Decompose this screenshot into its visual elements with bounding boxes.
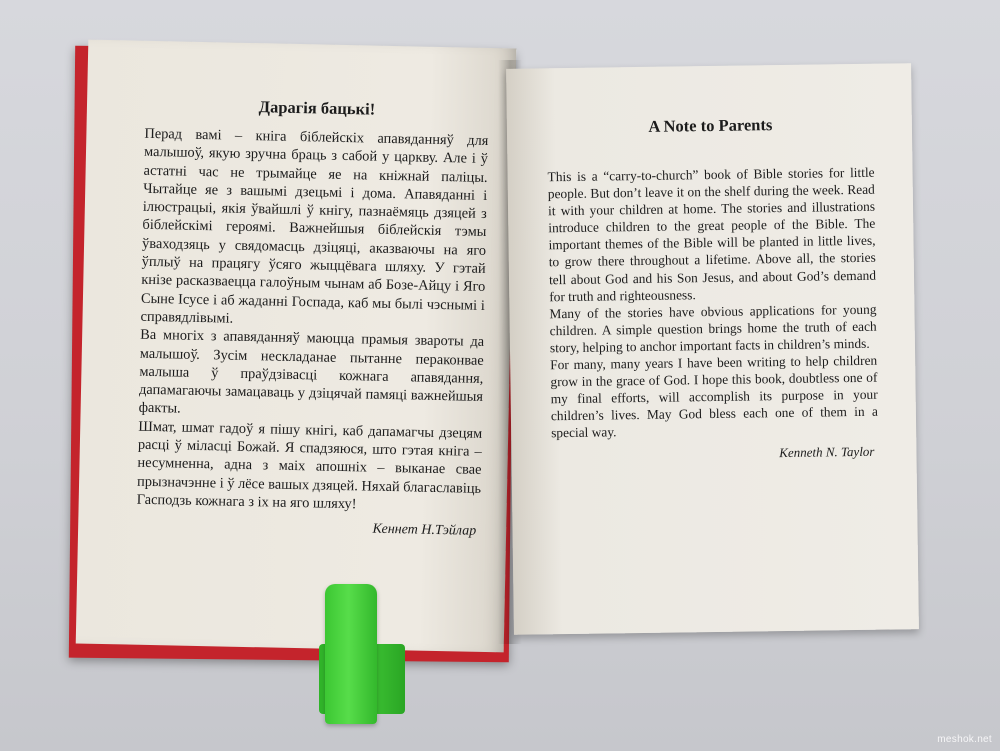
right-page-signature: Kenneth N. Taylor (779, 443, 875, 460)
right-page (506, 63, 919, 635)
left-page-signature: Кеннет Н.Тэйлар (372, 521, 477, 540)
left-page-title: Дарагія бацькі! (258, 97, 376, 119)
watermark: meshok.net (937, 734, 992, 745)
right-page-title: A Note to Parents (648, 115, 773, 136)
green-bookmark (319, 584, 405, 729)
left-paragraph: Шмат, шмат гадоў я пішу кнігі, каб дапамагчы дзецям расці ў міласці Божай. Я спадзяюся, што гэтая кніга – несумненна, адна з маіх апошніх – выканае свае прызначэнне і ў лёсе вашых дзяцей. Няхай благаславіць Гасподзь кожнага з іх на яго шляху! (136, 418, 483, 513)
bookmark-tab (325, 584, 377, 724)
left-page-text (137, 125, 489, 516)
right-paragraph: This is a “carry-to-church” book of Bible stories for little people. But don’t leave it on the shelf during the week. Read it with your children at home. The stories and illustrations introduce children to the great people of the Bible. The important themes of the Bible will be planted in little lives, to grow there throughout a lifetime. Above all, the stories tell about God and his Son Jesus, and about God’s demand for truth and righteousness. (547, 164, 877, 304)
right-paragraph: Many of the stories have obvious applications for young children. A simple question brings home the truth of each story, helping to anchor important facts in children’s minds. (549, 301, 877, 356)
right-paragraph: For many, many years I have been writing to help children grow in the grace of God. I hope this book, doubtless one of my final efforts, will accomplish its purpose in your children’s lives. May God bless each one of them in a special way. (550, 352, 878, 441)
left-paragraph: Перад вамі – кніга біблейскіх апавяданняў для малышоў, якую зручна браць з сабой у царкву. Але і ў астатні час не трымайце яе на кніжнай паліцы. Чытайце яе з вашымі дзецьмі і дома. Апавяданні і ілюстрацыі, якія ўвайшлі ў кнігу, пазнаёмяць дзяцей з біблейскімі героямі. Важнейшыя біблейскія тэмы ўваходзяць у свядомасць дзіцяці, аказваючы на яго ўплыў на працягу ўсяго жыццёвага шляху. У гэтай кнізе расказваецца галоўным чынам аб Бозе-Айцу і Яго Сыне Ісусе і аб жаданні Госпада, каб мы былі чэснымі і справядлівымі. (140, 125, 489, 327)
left-page (76, 40, 517, 653)
left-paragraph: Ва многіх з апавяданняў маюцца прамыя звароты да малышоў. Зусім нескладанае пытанне пераконвае малыша ў праўдзівасці кожнага апавядання, дапамагаючы замацаваць у дзіцячай памяці важнейшыя факты. (138, 327, 485, 418)
right-page-text (547, 164, 878, 442)
